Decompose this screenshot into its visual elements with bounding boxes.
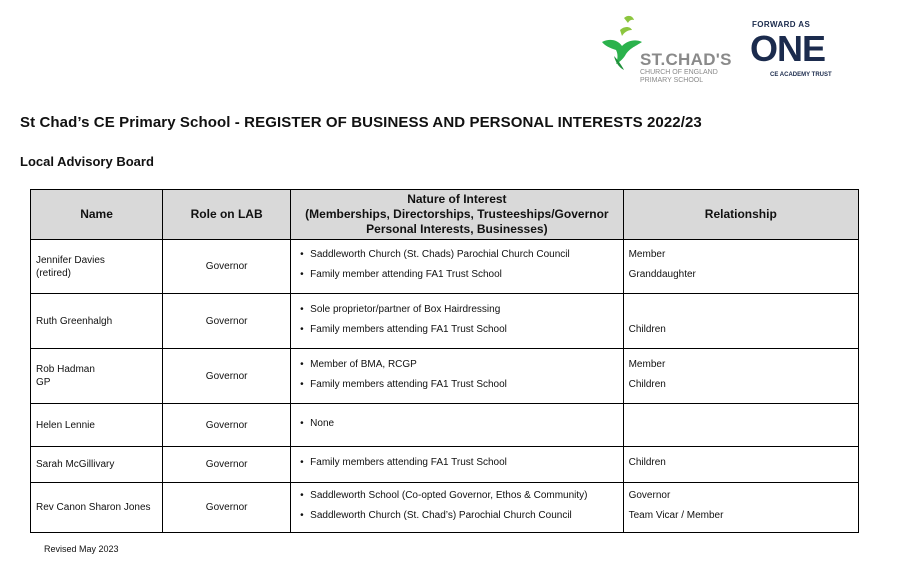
cell-nature-of-interest [291,349,623,404]
header-role: Role on LAB [163,190,291,240]
interest-item: • Saddleworth School (Co-opted Governor, Ethos & Community) [310,489,617,503]
table-row [31,404,859,447]
cell-relationship [623,294,858,349]
cell-name [31,483,163,533]
forward-as-one-logo [750,20,860,90]
interest-item: • Family members attending FA1 Trust School [310,323,617,337]
member-name-line: Rev Canon Sharon Jones [36,502,151,513]
dove-icon [600,12,645,72]
one-logo-subtitle: CE ACADEMY TRUST [770,72,832,78]
relationship-line: Children [628,378,666,390]
st-chads-logo-subtitle: CHURCH OF ENGLAND PRIMARY SCHOOL [640,69,718,84]
st-chads-logo [600,12,730,90]
one-logo-top-text: FORWARD AS [752,20,811,29]
member-name-line: Ruth Greenhalgh [36,315,113,327]
interest-list [296,489,617,523]
header-logos [600,12,860,92]
member-name-line: Rob Hadman [36,364,95,375]
interest-item: • Family members attending FA1 Trust School [310,456,617,470]
relationship-line: Granddaughter [628,269,696,280]
cell-relationship [623,349,858,404]
header-name: Name [31,190,163,240]
interest-list [296,358,617,392]
member-name-line: Jennifer Davies [36,254,105,266]
interest-item: • None [310,417,617,431]
cell-nature-of-interest [291,294,623,349]
one-logo-wordmark: ONE [750,28,826,69]
revision-note: Revised May 2023 [44,544,119,554]
interest-item: • Member of BMA, RCGP [310,358,617,372]
table-row [31,294,859,349]
header-nature-detail: (Memberships, Directorships, Trusteeships/Governor Personal Interests, Businesses) [305,207,609,236]
cell-nature-of-interest [291,483,623,533]
member-name-line: (retired) [36,267,72,279]
cell-name [31,349,163,404]
cell-nature-of-interest [291,240,623,294]
member-name-line: Helen Lennie [36,419,95,431]
cell-relationship [623,240,858,294]
cell-name [31,240,163,294]
cell-relationship [623,483,858,533]
table-row [31,447,859,483]
table-header-row [31,190,859,240]
member-name-line: GP [36,377,51,388]
cell-role: Governor [163,349,291,404]
interest-item: • Saddleworth Church (St. Chad’s) Parochial Church Council [310,509,617,523]
member-name-line: Sarah McGillivary [36,459,115,470]
cell-name [31,447,163,483]
cell-role: Governor [163,294,291,349]
header-nature-title: Nature of Interest [407,192,507,206]
cell-role: Governor [163,447,291,483]
cell-relationship [623,404,858,447]
interest-item: • Family member attending FA1 Trust School [310,268,617,282]
cell-name [31,404,163,447]
interest-list [296,303,617,337]
cell-name [31,294,163,349]
cell-nature-of-interest [291,447,623,483]
cell-nature-of-interest [291,404,623,447]
interest-list [296,456,617,470]
st-chads-logo-name: ST.CHAD'S [640,50,732,69]
section-subtitle: Local Advisory Board [20,154,154,169]
cell-role: Governor [163,483,291,533]
relationship-line: Member [628,249,666,260]
page-title: St Chad’s CE Primary School - REGISTER OF BUSINESS AND PERSONAL INTERESTS 2022/23 [20,114,702,131]
interests-register-table [30,189,859,533]
table-row [31,349,859,404]
relationship-line: Team Vicar / Member [628,510,724,521]
cell-role: Governor [163,404,291,447]
table-row [31,483,859,533]
cell-role: Governor [163,240,291,294]
relationship-line: Governor [628,490,671,501]
interest-list [296,248,617,282]
interest-list [296,417,617,431]
relationship-line: Children [628,323,666,335]
interest-item: • Sole proprietor/partner of Box Hairdressing [310,303,617,317]
relationship-line: Member [628,358,666,370]
table-row [31,240,859,294]
interest-item: • Saddleworth Church (St. Chads) Parochial Church Council [310,248,617,262]
interest-item: • Family members attending FA1 Trust School [310,378,617,392]
header-nature [291,190,623,240]
table-body [31,240,859,533]
header-relationship: Relationship [623,190,858,240]
relationship-line: Children [628,457,666,468]
cell-relationship [623,447,858,483]
